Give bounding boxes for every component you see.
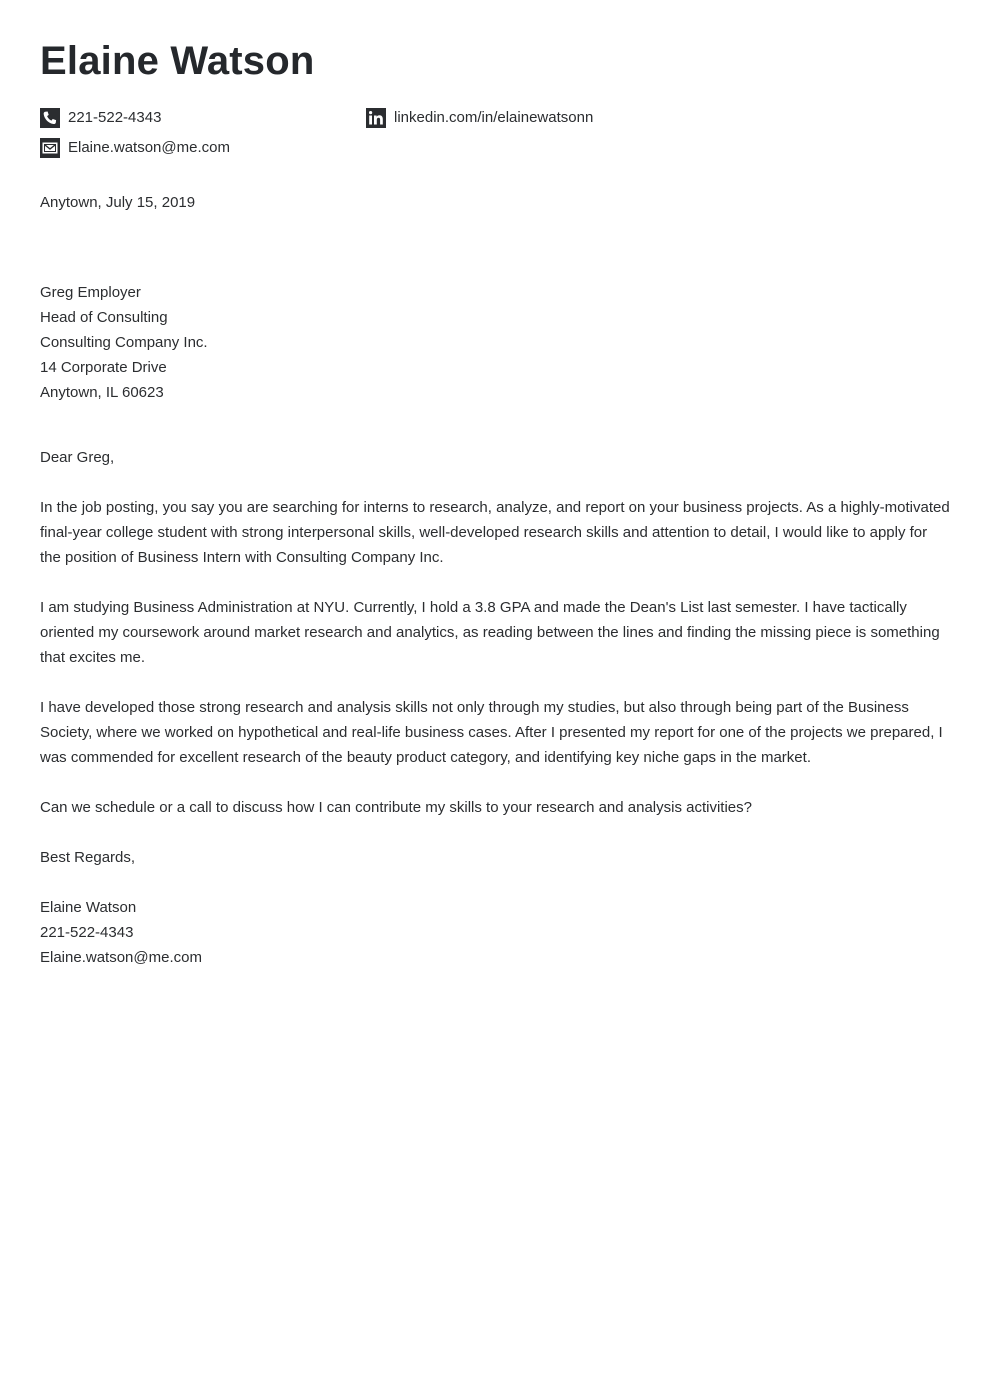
paragraph-experience: I have developed those strong research and analysis skills not only through my studies, but also through being part of the Business Society, where we worked on hypothetical and real-life business cases. After I presented my report for one of the projects we prepared, I was commended for excellent research of the beauty product category, and identifying key niche gaps in the market. — [40, 699, 943, 766]
recipient-city: Anytown, IL 60623 — [40, 384, 164, 401]
letter-date: Anytown, July 15, 2019 — [40, 194, 196, 211]
salutation: Dear Greg, — [40, 449, 115, 466]
paragraph-intro: In the job posting, you say you are searching for interns to research, analyze, and report on your business projects. As a highly-motivated final-year college student with strong interpersonal skills, well-developed research skills and attention to detail, I would like to apply for the position of Business Intern with Consulting Company Inc. — [40, 499, 950, 566]
applicant-name: Elaine Watson — [40, 39, 315, 83]
linkedin-icon — [366, 108, 386, 128]
recipient-block — [40, 280, 208, 405]
paragraph-call-to-action: Can we schedule or a call to discuss how I can contribute my skills to your research and analysis activities? — [40, 799, 752, 816]
signature-block — [40, 895, 202, 970]
contact-linkedin — [366, 108, 593, 128]
signature-phone[interactable]: 221-522-4343 — [40, 924, 134, 941]
email-text[interactable]: Elaine.watson@me.com — [68, 139, 230, 156]
signature-name: Elaine Watson — [40, 899, 137, 916]
closing: Best Regards, — [40, 849, 136, 866]
phone-text[interactable]: 221-522-4343 — [68, 109, 162, 126]
recipient-company: Consulting Company Inc. — [40, 334, 208, 351]
recipient-name: Greg Employer — [40, 284, 141, 301]
recipient-title: Head of Consulting — [40, 309, 168, 326]
paragraph-education: I am studying Business Administration at NYU. Currently, I hold a 3.8 GPA and made the Dean's List last semester. I have tactically oriented my coursework around market research and analytics, as reading between the lines and finding the missing piece is something that excites me. — [40, 599, 940, 666]
linkedin-text[interactable]: linkedin.com/in/elainewatsonn — [394, 109, 594, 126]
contact-email — [40, 138, 230, 158]
mail-icon — [40, 138, 60, 158]
recipient-street: 14 Corporate Drive — [40, 359, 167, 376]
signature-email[interactable]: Elaine.watson@me.com — [40, 949, 202, 966]
contact-phone — [40, 108, 161, 128]
phone-icon — [40, 108, 60, 128]
